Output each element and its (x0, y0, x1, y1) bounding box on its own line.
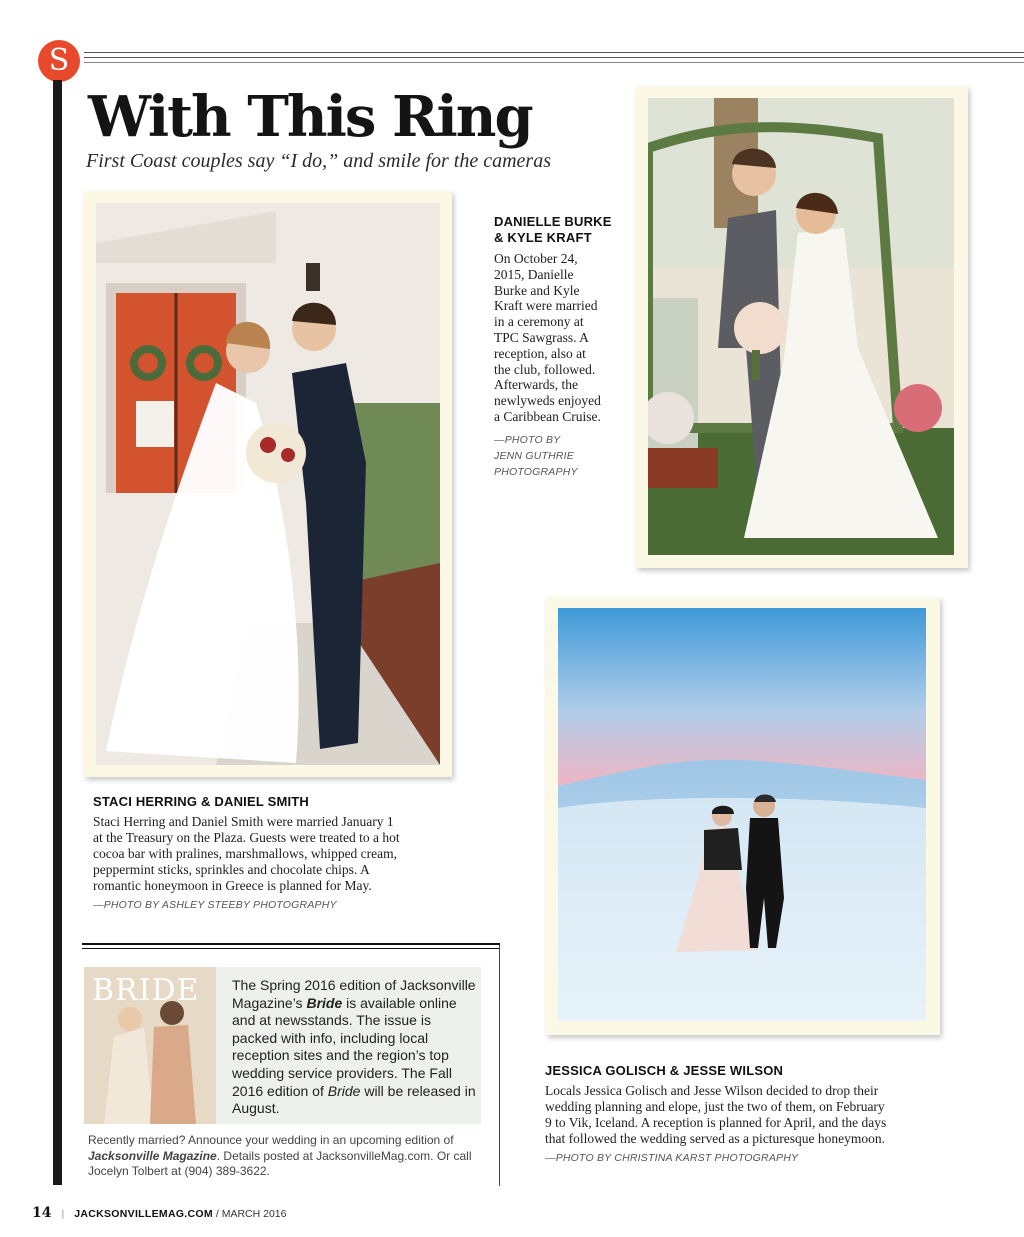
story-line: TPC Sawgrass. A (494, 329, 589, 345)
page-title: With This Ring (88, 84, 532, 150)
bride-name: Bride (327, 1082, 361, 1099)
page-subtitle: First Coast couples say “I do,” and smile for the cameras (86, 150, 551, 172)
couple-name: STACI HERRING & DANIEL SMITH (93, 794, 310, 809)
story-line: Staci Herring and Daniel Smith were married January 1 (93, 814, 394, 829)
caption-golisch-wilson (545, 1063, 965, 1164)
photo-credit: —PHOTO BY ASHLEY STEEBY PHOTOGRAPHY (93, 899, 337, 911)
promo-divider (499, 945, 500, 1186)
cover-title: BRIDE (92, 973, 200, 1008)
page-footer (32, 1205, 286, 1221)
couple-name-line: & KYLE KRAFT (494, 230, 592, 245)
story-line: peppermint sticks, sprinkles and chocolate chips. A (93, 862, 370, 877)
story-line: 9 to Vik, Iceland. A reception is planned for April, and the days (545, 1115, 887, 1130)
story-line: at the Treasury on the Plaza. Guests were treated to a hot (93, 830, 400, 845)
credit-line: JENN GUTHRIE (494, 449, 574, 462)
credit-line: PHOTOGRAPHY (494, 465, 578, 478)
section-badge: S (38, 40, 80, 82)
promo-rule (82, 948, 500, 949)
top-rule (84, 62, 1024, 63)
story-line: romantic honeymoon in Greece is planned for May. (93, 878, 372, 893)
page-number: 14 (32, 1205, 52, 1221)
magazine-name: Jacksonville Magazine (88, 1148, 217, 1163)
announcement (88, 1133, 488, 1180)
photo-frame-burke-kraft (636, 86, 968, 568)
credit-line: —PHOTO BY (494, 433, 561, 446)
story-line: Burke and Kyle (494, 282, 580, 298)
story-line: reception, also at (494, 345, 586, 361)
announcement-part: Recently married? Announce your wedding in an upcoming edition of (88, 1133, 454, 1147)
left-accent-bar (53, 80, 62, 1185)
couple-story (93, 814, 473, 894)
story-line: the club, followed. (494, 361, 596, 377)
photo-herring-smith (96, 203, 440, 765)
promo-text-part: will be released in August. (232, 1082, 476, 1117)
footer-separator: | (61, 1208, 65, 1220)
couple-name-line: DANIELLE BURKE (494, 214, 612, 229)
photo-credit (494, 432, 629, 480)
story-line: 2015, Danielle (494, 266, 574, 282)
couple-story (545, 1083, 965, 1147)
story-line: newlyweds enjoyed (494, 393, 601, 409)
promo-text-part: is available online and at newsstands. The issue is packed with info, including local reception sites and the region’s top wedding service providers. The Fall 2016 edition of (232, 994, 457, 1099)
promo-rule (82, 943, 500, 945)
photo-frame-golisch-wilson (546, 597, 940, 1035)
top-rule (84, 52, 1024, 53)
top-rule (84, 57, 1024, 58)
story-line: Locals Jessica Golisch and Jesse Wilson decided to drop their (545, 1083, 879, 1098)
caption-herring-smith (93, 794, 473, 911)
photo-frame-herring-smith (84, 191, 452, 777)
story-line: Afterwards, the (494, 377, 578, 393)
promo-text-part: The Spring 2016 edition of Jacksonville Magazine’s (232, 977, 476, 1011)
promo-text (232, 977, 478, 1118)
bride-name: Bride (306, 994, 343, 1011)
caption-burke-kraft (494, 214, 629, 480)
story-line: that followed the wedding served as a picturesque honeymoon. (545, 1131, 886, 1146)
story-line: Kraft were married (494, 298, 598, 314)
story-line: On October 24, (494, 251, 578, 266)
announcement-part: . Details posted at JacksonvilleMag.com. Or call Jocelyn Tolbert at (904) 389-3622. (88, 1148, 472, 1178)
story-line: cocoa bar with pralines, marshmallows, whipped cream, (93, 846, 398, 861)
couple-name: JESSICA GOLISCH & JESSE WILSON (545, 1063, 784, 1078)
footer-issue: / MARCH 2016 (215, 1208, 287, 1220)
couple-name (494, 214, 629, 246)
story-line: in a ceremony at (494, 314, 584, 330)
bride-magazine-cover[interactable] (84, 967, 216, 1124)
story-line: a Caribbean Cruise. (494, 408, 601, 424)
photo-golisch-wilson (558, 608, 926, 1021)
couple-story (494, 251, 629, 425)
footer-site-link[interactable]: JACKSONVILLEMAG.COM (74, 1208, 213, 1220)
story-line: wedding planning and elope, just the two of them, on February (545, 1099, 885, 1114)
photo-credit: —PHOTO BY CHRISTINA KARST PHOTOGRAPHY (545, 1152, 799, 1164)
photo-burke-kraft (648, 98, 954, 555)
